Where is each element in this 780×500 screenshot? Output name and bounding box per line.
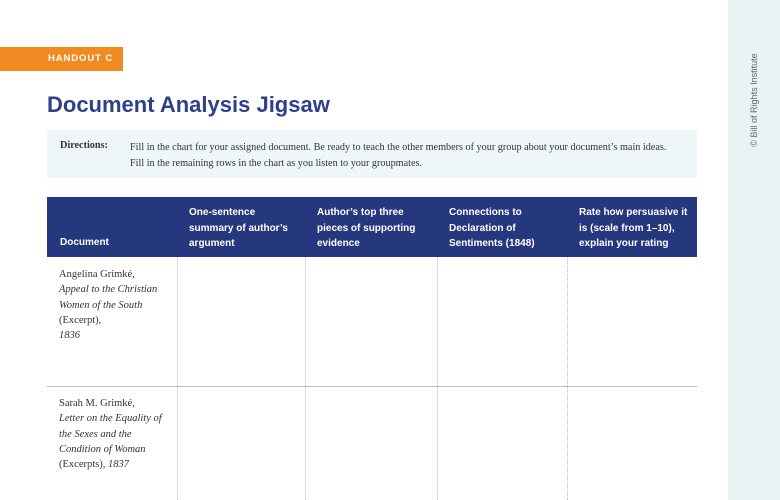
analysis-table bbox=[47, 197, 697, 500]
row-author: Sarah M. Grimké, bbox=[59, 398, 135, 409]
row-work-title: Appeal to the Christian Women of the South bbox=[59, 284, 158, 311]
header-summary: One-sentence summary of author’s argument bbox=[189, 207, 288, 249]
row-author: Angelina Grimké, bbox=[59, 269, 135, 280]
row-note: (Excerpt), bbox=[59, 314, 102, 326]
handout-tag: HANDOUT C bbox=[0, 47, 123, 71]
table-row-document-2 bbox=[59, 396, 169, 472]
header-connections: Connections to Declaration of Sentiments (1848) bbox=[449, 207, 535, 249]
row-year: 1836 bbox=[59, 330, 80, 342]
row-work-title: Letter on the Equality of the Sexes and the Condition of Woman bbox=[59, 413, 162, 455]
directions-box bbox=[47, 130, 697, 178]
column-divider bbox=[437, 257, 438, 500]
row-divider bbox=[47, 386, 697, 387]
table-row-document-1 bbox=[59, 267, 169, 343]
column-divider bbox=[305, 257, 306, 500]
header-document: Document bbox=[60, 237, 109, 248]
directions-text: Fill in the chart for your assigned document. Be ready to teach the other members of your group about your document’s main ideas. Fill in the remaining rows in the chart as you listen to your groupmates. bbox=[130, 142, 667, 169]
column-divider bbox=[177, 257, 178, 500]
directions-label: Directions: bbox=[60, 140, 108, 151]
column-divider bbox=[567, 257, 568, 500]
row-note: (Excerpts), bbox=[59, 459, 106, 471]
row-year: 1837 bbox=[107, 459, 129, 471]
header-evidence: Author’s top three pieces of supporting evidence bbox=[317, 207, 416, 249]
header-rating: Rate how persuasive it is (scale from 1–10), explain your rating bbox=[579, 207, 688, 249]
table-header bbox=[47, 197, 697, 257]
page-title: Document Analysis Jigsaw bbox=[47, 92, 330, 117]
copyright-text: © Bill of Rights Institute bbox=[749, 53, 759, 147]
